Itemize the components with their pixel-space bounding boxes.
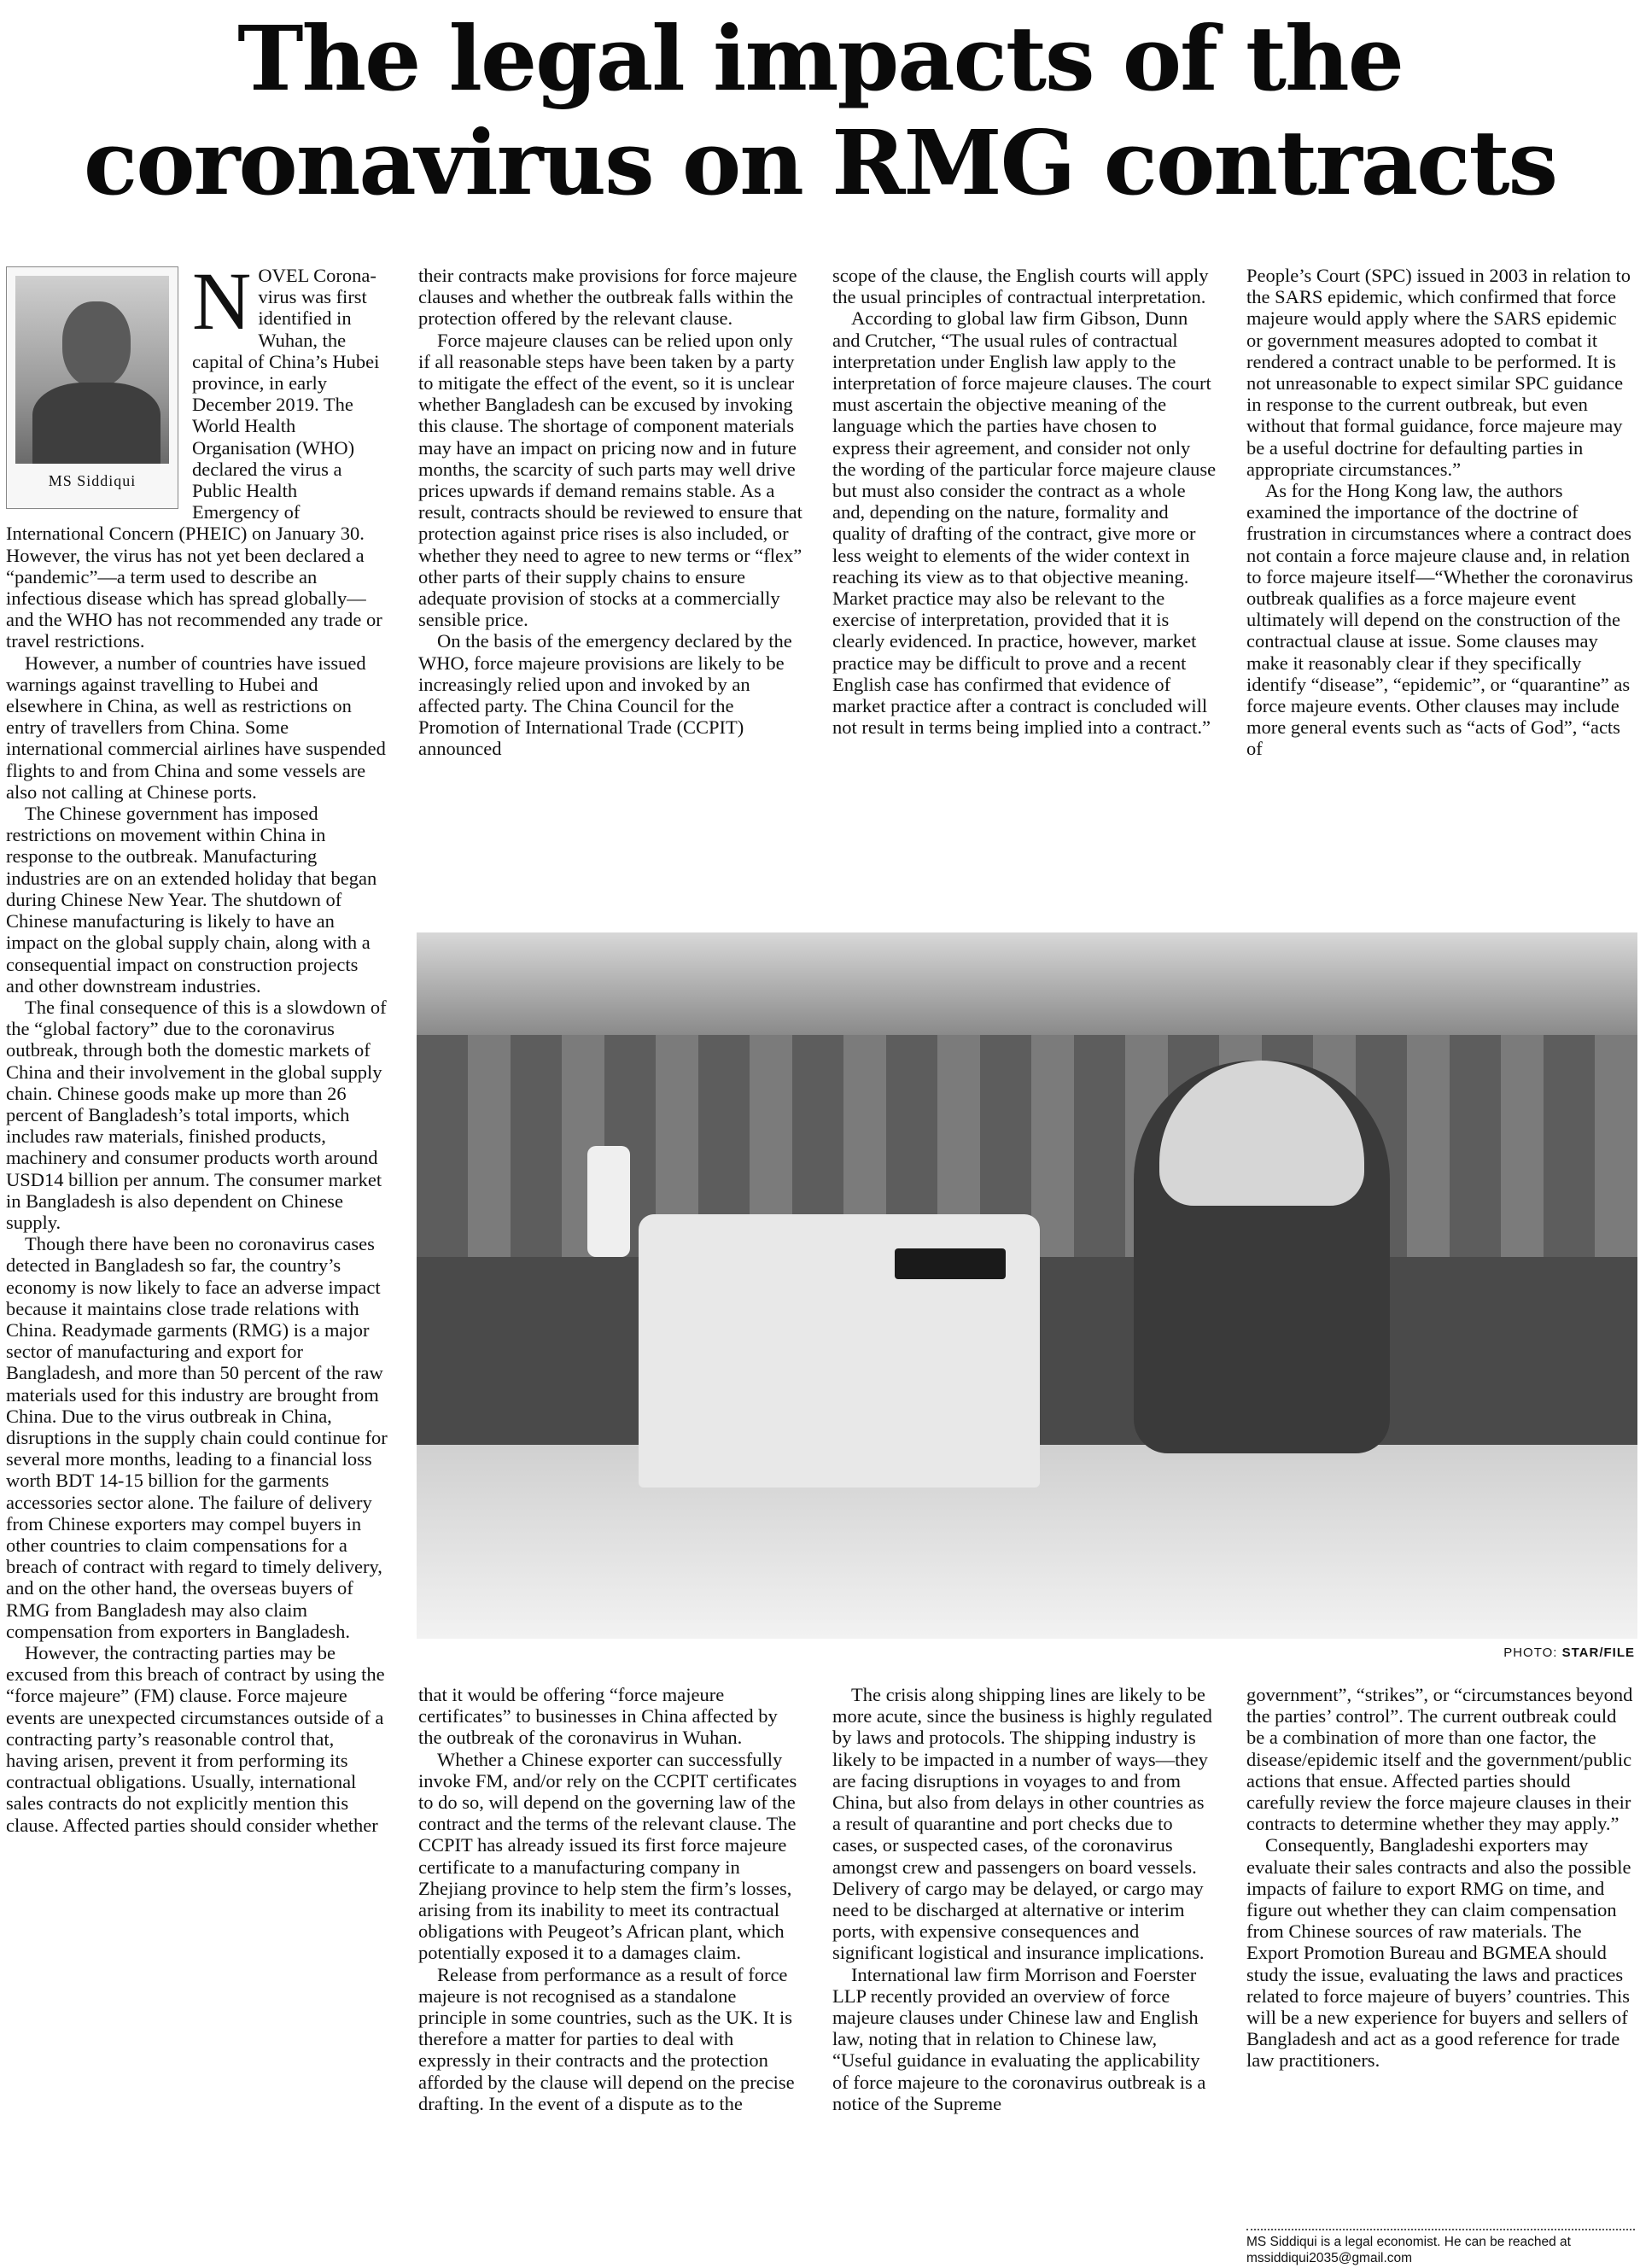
column-4-top bbox=[1246, 265, 1635, 915]
paragraph: On the basis of the emergency declared by the WHO, force majeure provisions are likely to be increasingly relied upon and invoked by an affected party. The China Council for the Promotion of International Trade (CCPIT) announced bbox=[418, 630, 792, 760]
paragraph: The final consequence of this is a slowdown of the “global factory” due to the coronavirus outbreak, through both the domestic markets of China and their involvement in the global supply chain. Chinese goods make up more than 26 percent of Bangladesh’s total imports, which includes raw materials, finished products, machinery and consumer products worth around USD14 billion per annum. The consumer market in Bangladesh is also dependent on Chinese supply. bbox=[6, 996, 387, 1233]
paragraph: Though there have been no coronavirus cases detected in Bangladesh so far, the country’s economy is now likely to face an adverse impact because it maintains close trade relations with China. Readymade garments (RMG) is a major sector of manufacturing and export for Bangladesh, and more than 50 percent of the raw materials used for this industry are brought from China. Due to the virus outbreak in China, disruptions in the supply chain could continue for several more months, leading to a financial loss worth BDT 14-15 billion for the garments accessories sector alone. The failure of delivery from Chinese exporters may compel buyers in other countries to claim compensations for a breach of contract with regard to timely delivery, and on the other hand, the overseas buyers of RMG from Bangladesh may also claim compensation from exporters in Bangladesh. bbox=[6, 1233, 388, 1642]
bio-divider bbox=[1246, 2229, 1635, 2230]
paragraph: As for the Hong Kong law, the authors examined the importance of the doctrine of frustration in circumstances where a contract does not contain a force majeure clause and, in relation to force majeure itself—“Whether the coronavirus outbreak qualifies as a force majeure event ultimately will depend on the construction of the contractual clause at issue. Some clauses may make it reasonably clear if they specifically identify “disease”, “epidemic”, or “quarantine” as force majeure events. Other clauses may include more general events such as “acts of God”, “acts of bbox=[1246, 480, 1633, 760]
column-2-bottom bbox=[418, 1684, 802, 2265]
column-4-bottom bbox=[1246, 1684, 1635, 2222]
garment-factory-photo bbox=[417, 932, 1637, 1639]
paragraph: their contracts make provisions for force majeure clauses and whether the outbreak falls within the protection offered by the relevant clause. bbox=[418, 265, 797, 330]
photo-credit: PHOTO: STAR/FILE bbox=[1503, 1645, 1635, 1660]
author-bio: MS Siddiqui is a legal economist. He can be reached at mssiddiqui2035@gmail.com bbox=[1246, 2235, 1571, 2265]
paragraph: The Chinese government has imposed restrictions on movement within China in response to the outbreak. Manufacturing industries are on an extended holiday that began during Chinese New Year. The shutdown of Chinese manufacturing is likely to have an impact on the global supply chain, along with a consequential impact on construction projects and other downstream industries. bbox=[6, 803, 377, 997]
paragraph: government”, “strikes”, or “circumstances beyond the parties’ control”. The current outbreak could be a combination of more than one factor, the disease/epidemic itself and the government/public actions that ensue. Affected parties should carefully review the force majeure clauses in their contracts to determine whether they may apply.” bbox=[1246, 1684, 1633, 1835]
paragraph: Whether a Chinese exporter can successfully invoke FM, and/or rely on the CCPIT certificates to do so, will depend on the governing law of the contract and the terms of the relevant clause. The CCPIT has already issued its first force majeure certificate to a manufacturing company in Zhejiang province to help stem the firm’s losses, arising from its inability to meet its contractual obligations with Peugeot’s African plant, which potentially exposed it to a damages claim. bbox=[418, 1748, 797, 1964]
paragraph: Consequently, Bangladeshi exporters may evaluate their sales contracts and also the possible impacts of failure to export RMG on time, and figure out whether they can claim compensation from Chinese sources of raw materials. The Export Promotion Bureau and BGMEA should study the issue, evaluating the laws and practices related to force majeure of buyers’ countries. This will be a new experience for buyers and sellers of Bangladesh and act as a good reference for trade law practitioners. bbox=[1246, 1834, 1631, 2072]
author-name: MS Siddiqui bbox=[48, 472, 137, 489]
author-photo bbox=[15, 276, 169, 464]
column-1 bbox=[6, 265, 388, 2265]
column-2-top bbox=[418, 265, 802, 915]
paragraph: Force majeure clauses can be relied upon only if all reasonable steps have been taken by a party to mitigate the effect of the event, so it is unclear whether Bangladesh can be excused by invoking this clause. The shortage of component materials may have an impact on pricing now and in future months, the scarcity of such parts may well drive prices upwards if demand remains stable. As a result, contracts should be reviewed to ensure that protection against price rises is also included, or whether they need to agree to new terms or “flex” other parts of their supply chains to ensure adequate provision of stocks at a commercially sensible price. bbox=[418, 329, 802, 631]
paragraph: Release from performance as a result of force majeure is not recognised as a standalone principle in some countries, such as the UK. It is therefore a matter for parties to deal with expressly in their contracts and the protection afforded by the clause will depend on the precise drafting. In the event of a dispute as to the bbox=[418, 1963, 795, 2114]
author-box bbox=[6, 266, 178, 509]
headline-line-2: coronavirus on RMG contracts bbox=[83, 110, 1557, 215]
paragraph: However, a number of countries have issued warnings against travelling to Hubei and elsewhere in China, as well as restrictions on entry of travellers from China. Some international commercial airlines have suspended flights to and from China and some vessels are also not calling at Chinese ports. bbox=[6, 652, 386, 803]
drop-cap: N bbox=[192, 265, 252, 347]
paragraph: The crisis along shipping lines are likely to be more acute, since the business is highly regulated by laws and protocols. The shipping industry is likely to be impacted in a number of ways—they are facing disruptions in voyages to and from China, but also from delays in other countries as a result of quarantine and port checks due to cases, or suspected cases, of the coronavirus amongst crew and passengers on board vessels. Delivery of cargo may be delayed, or cargo may need to be discharged at alternative or interim ports, with expensive consequences and significant logistical and insurance implications. bbox=[832, 1684, 1212, 1964]
paragraph: People’s Court (SPC) issued in 2003 in relation to the SARS epidemic, which confirmed that force majeure would apply where the SARS epidemic or government measures adopted to combat it rendered a contract unable to be performed. It is not unreasonable to expect similar SPC guidance in response to the current outbreak, but even without that formal guidance, force majeure may be a useful doctrine for defaulting parties in appropriate circumstances.” bbox=[1246, 265, 1631, 480]
column-3-top bbox=[832, 265, 1217, 915]
paragraph: According to global law firm Gibson, Dunn and Crutcher, “The usual rules of contractual interpretation under English law apply to the interpretation of force majeure clauses. The court must ascertain the objective meaning of the language which the parties have chosen to express their agreement, and consider not only the wording of the particular force majeure clause but must also consider the contract as a whole and, depending on the nature, formality and quality of drafting of the contract, give more or less weight to elements of the wider context in reaching its view as to that objective meaning. Market practice may also be relevant to the exercise of interpretation, provided that it is clearly evidenced. In practice, however, market practice may be difficult to prove and a recent English case has confirmed that evidence of market practice after a contract is concluded will not result in terms being implied into a contract.” bbox=[832, 307, 1217, 739]
headline bbox=[0, 7, 1640, 215]
paragraph: However, the contracting parties may be excused from this breach of contract by using the “force majeure” (FM) clause. Force majeure events are unexpected circumstances outside of a contracting party’s reasonable control that, having arisen, prevent it from performing its contractual obligations. Usually, international sales contracts do not explicitly mention this clause. Affected parties should consider whether bbox=[6, 1642, 385, 1836]
paragraph: International law firm Morrison and Foerster LLP recently provided an overview of force majeure clauses under Chinese law and English law, noting that in relation to Chinese law, “Useful guidance in evaluating the applicability of force majeure to the coronavirus outbreak is a notice of the Supreme bbox=[832, 1963, 1206, 2114]
paragraph: NOVEL Corona-virus was first identified in Wuhan, the capital of China’s Hubei province, in early December 2019. The World Health Organisation (WHO) declared the virus a Public Health Emergency of International Concern (PHEIC) on January 30. However, the virus has not yet been declared a “pandemic”—a term used to describe an infectious disease which has spread globally—and the WHO has not recommended any trade or travel restrictions. bbox=[6, 265, 382, 652]
column-3-bottom bbox=[832, 1684, 1217, 2265]
paragraph: scope of the clause, the English courts will apply the usual principles of contractual interpretation. bbox=[832, 265, 1209, 308]
headline-line-1: The legal impacts of the bbox=[237, 6, 1403, 111]
paragraph: that it would be offering “force majeure certificates” to businesses in China affected by the outbreak of the coronavirus in Wuhan. bbox=[418, 1684, 778, 1749]
